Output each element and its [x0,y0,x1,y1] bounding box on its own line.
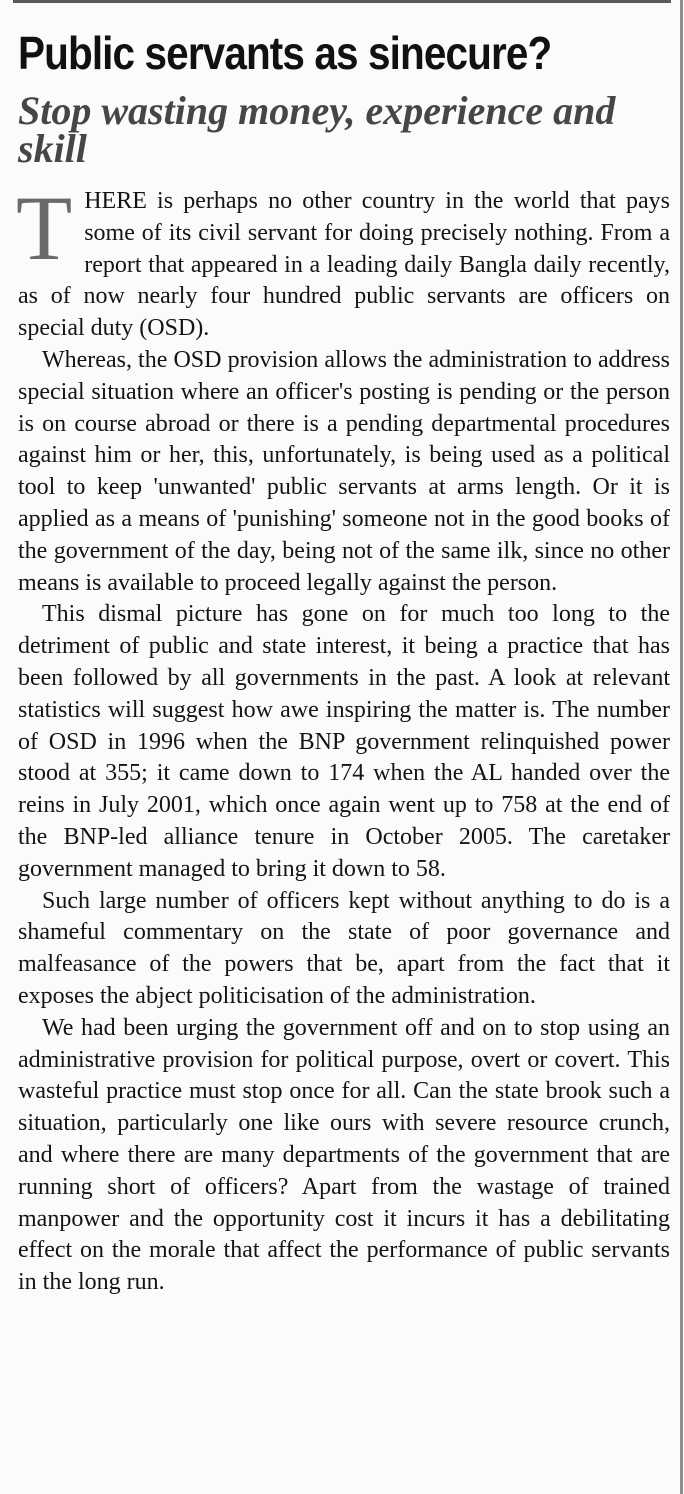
right-border-rule [680,0,683,1494]
headline: Public servants as sinecure? [18,27,552,79]
paragraph-1 [16,177,670,345]
top-border-rule [13,0,671,3]
drop-cap: T [16,177,73,279]
paragraph-5: We had been urging the government off and on to stop using an administrative provision for political purpose, overt or covert. This wasteful practice must stop once for all. Can the state brook such a situation, particularly one like ours with severe resource crunch, and where there are many departments of the government that are running short of officers? Apart from the wastage of trained manpower and the opportunity cost it incurs it has a debilitating effect on the morale that affect the performance of public servants in the long run. [18,1014,670,1296]
paragraph-4: Such large number of officers kept without anything to do is a shameful commentary on the state of poor governance and malfeasance of the powers that be, apart from the fact that it exposes the abject politicisation of the administration. [18,887,670,1009]
editorial-article [18,26,670,1299]
paragraph-2: Whereas, the OSD provision allows the administration to address special situation where an officer's posting is pending or the person is on course abroad or there is a pending departmental procedures against him or her, this, unfortunately, is being used as a political tool to keep 'unwanted' public servants at arms length. Or it is applied as a means of 'punishing' someone not in the good books of the government of the day, being not of the same ilk, since no other means is available to proceed legally against the person. [18,346,670,596]
article-body [16,177,670,1299]
paragraph-1-text: HERE is perhaps no other country in the world that pays some of its civil servant for doing precisely nothing. From a report that appeared in a leading daily Bangla daily recently, as of now nearly four hundred public servants are officers on special duty (OSD). [18,188,670,342]
paragraph-3: This dismal picture has gone on for much too long to the detriment of public and state interest, it being a practice that has been followed by all governments in the past. A look at relevant statistics will suggest how awe inspiring the matter is. The number of OSD in 1996 when the BNP government relinquished power stood at 355; it came down to 174 when the AL handed over the reins in July 2001, which once again went up to 758 at the end of the BNP-led alliance tenure in October 2005. The caretaker government managed to bring it down to 58. [18,601,670,882]
subheadline: Stop wasting money, experience and skill [18,88,616,171]
